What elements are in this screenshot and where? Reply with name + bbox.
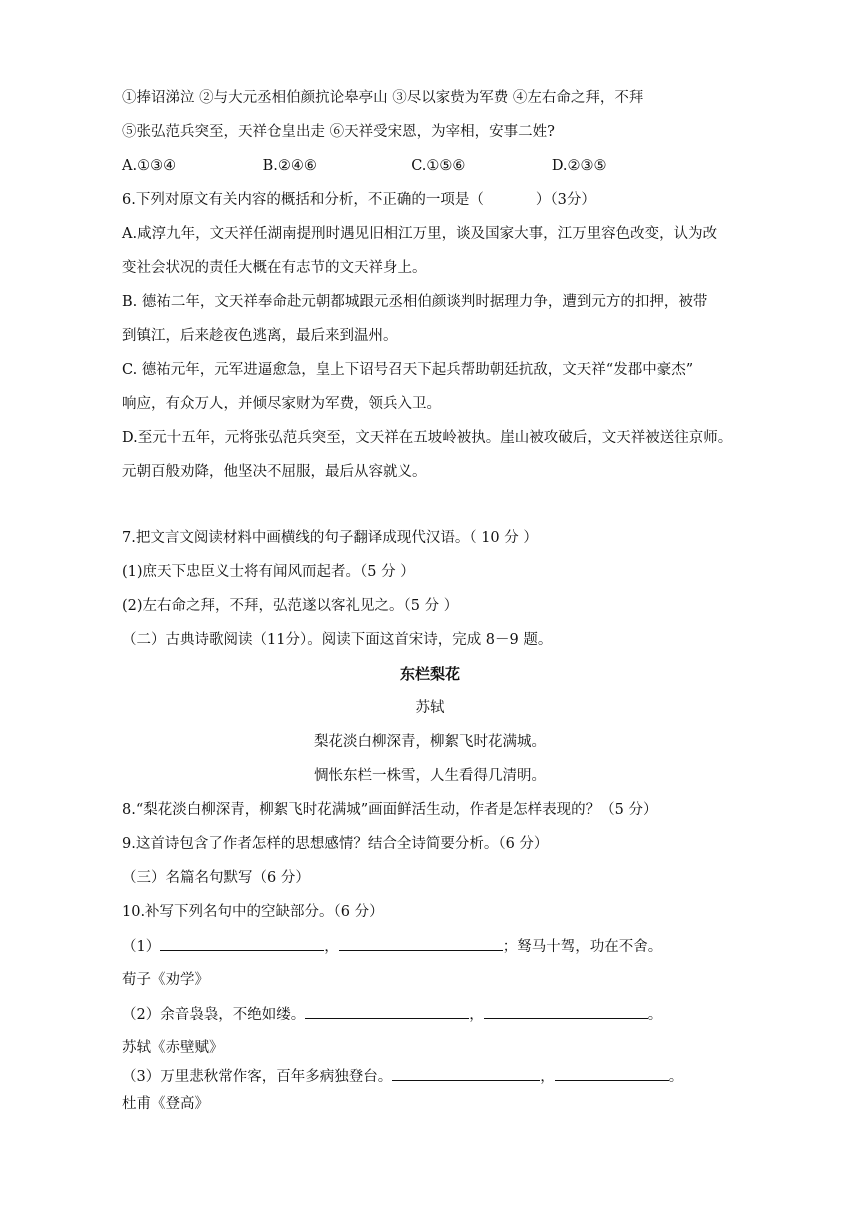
fill-blank-5[interactable] [392,1066,540,1081]
section-poetry-heading: （二）古典诗歌阅读（11分）。阅读下面这首宋诗，完成 8－9 题。 [122,632,553,648]
q10-item-1-suffix: ；驽马十驾，功在不舍。 [502,939,663,955]
poem-line-1: 梨花淡白柳深青，柳絮飞时花满城。 [314,734,546,750]
q10-item-1-source: 荀子《劝学》 [122,972,209,988]
q7-sentence-2: (2)左右命之拜，不拜，弘范遂以客礼见之。（5 分 ） [122,598,459,614]
q10-item-3-sep: ， [540,1069,555,1085]
q5-options [122,156,607,176]
q10-item-2-source: 苏轼《赤壁赋》 [122,1040,224,1056]
section-recitation-heading: （三）名篇名句默写（6 分） [122,870,310,886]
q6-option-a-line-2: 变社会状况的责任大概在有志节的文天祥身上。 [122,260,427,276]
q7-sentence-1: (1)庶天下忠臣义士将有闻风而起者。（5 分 ） [122,564,415,580]
q10-stem: 10.补写下列名句中的空缺部分。（6 分） [122,904,384,920]
q5-choice-line-2: ⑤张弘范兵突至，天祥仓皇出走 ⑥天祥受宋恩，为宰相，安事二姓? [122,124,555,140]
q10-item-2 [122,1004,662,1025]
q10-item-3-suffix: 。 [668,1069,684,1085]
q10-item-1 [122,936,662,957]
q6-option-c-line-2: 响应，有众万人，并倾尽家财为军费，领兵入卫。 [122,396,441,412]
option-a: A.①③④ [122,158,177,174]
fill-blank-6[interactable] [555,1066,669,1081]
q6-stem-text: 6.下列对原文有关内容的概括和分析，不正确的一项是（ [122,192,484,208]
option-b: B.②④⑥ [262,158,317,174]
fill-blank-4[interactable] [484,1004,648,1019]
q6-option-d-line-2: 元朝百般劝降，他坚决不屈服，最后从容就义。 [122,464,427,480]
q6-option-d-line-1: D.至元十五年，元将张弘范兵突至，文天祥在五坡岭被执。崖山被攻破后，文天祥被送往京师。 [122,430,733,446]
q10-item-2-sep: ， [469,1007,484,1023]
q8: 8.“梨花淡白柳深青，柳絮飞时花满城”画面鲜活生动，作者是怎样表现的？（5 分） [122,802,658,818]
option-d: D.②③⑤ [551,158,607,174]
option-c: C.①⑤⑥ [411,158,466,174]
fill-blank-3[interactable] [305,1004,469,1019]
q10-item-2-prefix: （2）余音袅袅，不绝如缕。 [122,1007,306,1023]
q6-option-b-line-1: B. 德祐二年，文天祥奉命赴元朝都城跟元丞相伯颜谈判时据理力争，遭到元方的扣押，被带 [122,294,708,310]
q9: 9.这首诗包含了作者怎样的思想感情？结合全诗简要分析。（6 分） [122,836,549,852]
q10-item-3-prefix: （3）万里悲秋常作客，百年多病独登台。 [122,1069,393,1085]
fill-blank-1[interactable] [160,936,324,951]
q6-option-b-line-2: 到镇江，后来趁夜色逃离，最后来到温州。 [122,328,398,344]
q10-item-1-sep: ， [324,939,339,955]
q10-item-3-source: 杜甫《登高》 [122,1096,209,1112]
q7-stem: 7.把文言文阅读材料中画横线的句子翻译成现代汉语。（ 10 分 ） [122,530,538,546]
poem-author: 苏轼 [415,700,445,716]
poem-line-2: 惆怅东栏一株雪，人生看得几清明。 [314,768,546,784]
q6-stem [122,190,596,210]
poem-title: 东栏梨花 [399,665,460,683]
q10-item-2-suffix: 。 [647,1007,663,1023]
q10-item-3 [122,1066,683,1087]
fill-blank-2[interactable] [339,936,503,951]
q6-option-a-line-1: A.咸淳九年，文天祥任湖南提刑时遇见旧相江万里，谈及国家大事，江万里容色改变，认为改 [122,226,718,242]
q6-stem-score: ）（3分） [535,192,596,208]
q10-item-1-prefix: （1） [122,939,161,955]
q5-choice-line-1: ①捧诏涕泣 ②与大元丞相伯颜抗论皋亭山 ③尽以家赀为军费 ④左右命之拜，不拜 [122,90,644,106]
q6-option-c-line-1: C. 德祐元年，元军进逼愈急，皇上下诏号召天下起兵帮助朝廷抗敌，文天祥“发郡中豪杰” [122,362,694,378]
